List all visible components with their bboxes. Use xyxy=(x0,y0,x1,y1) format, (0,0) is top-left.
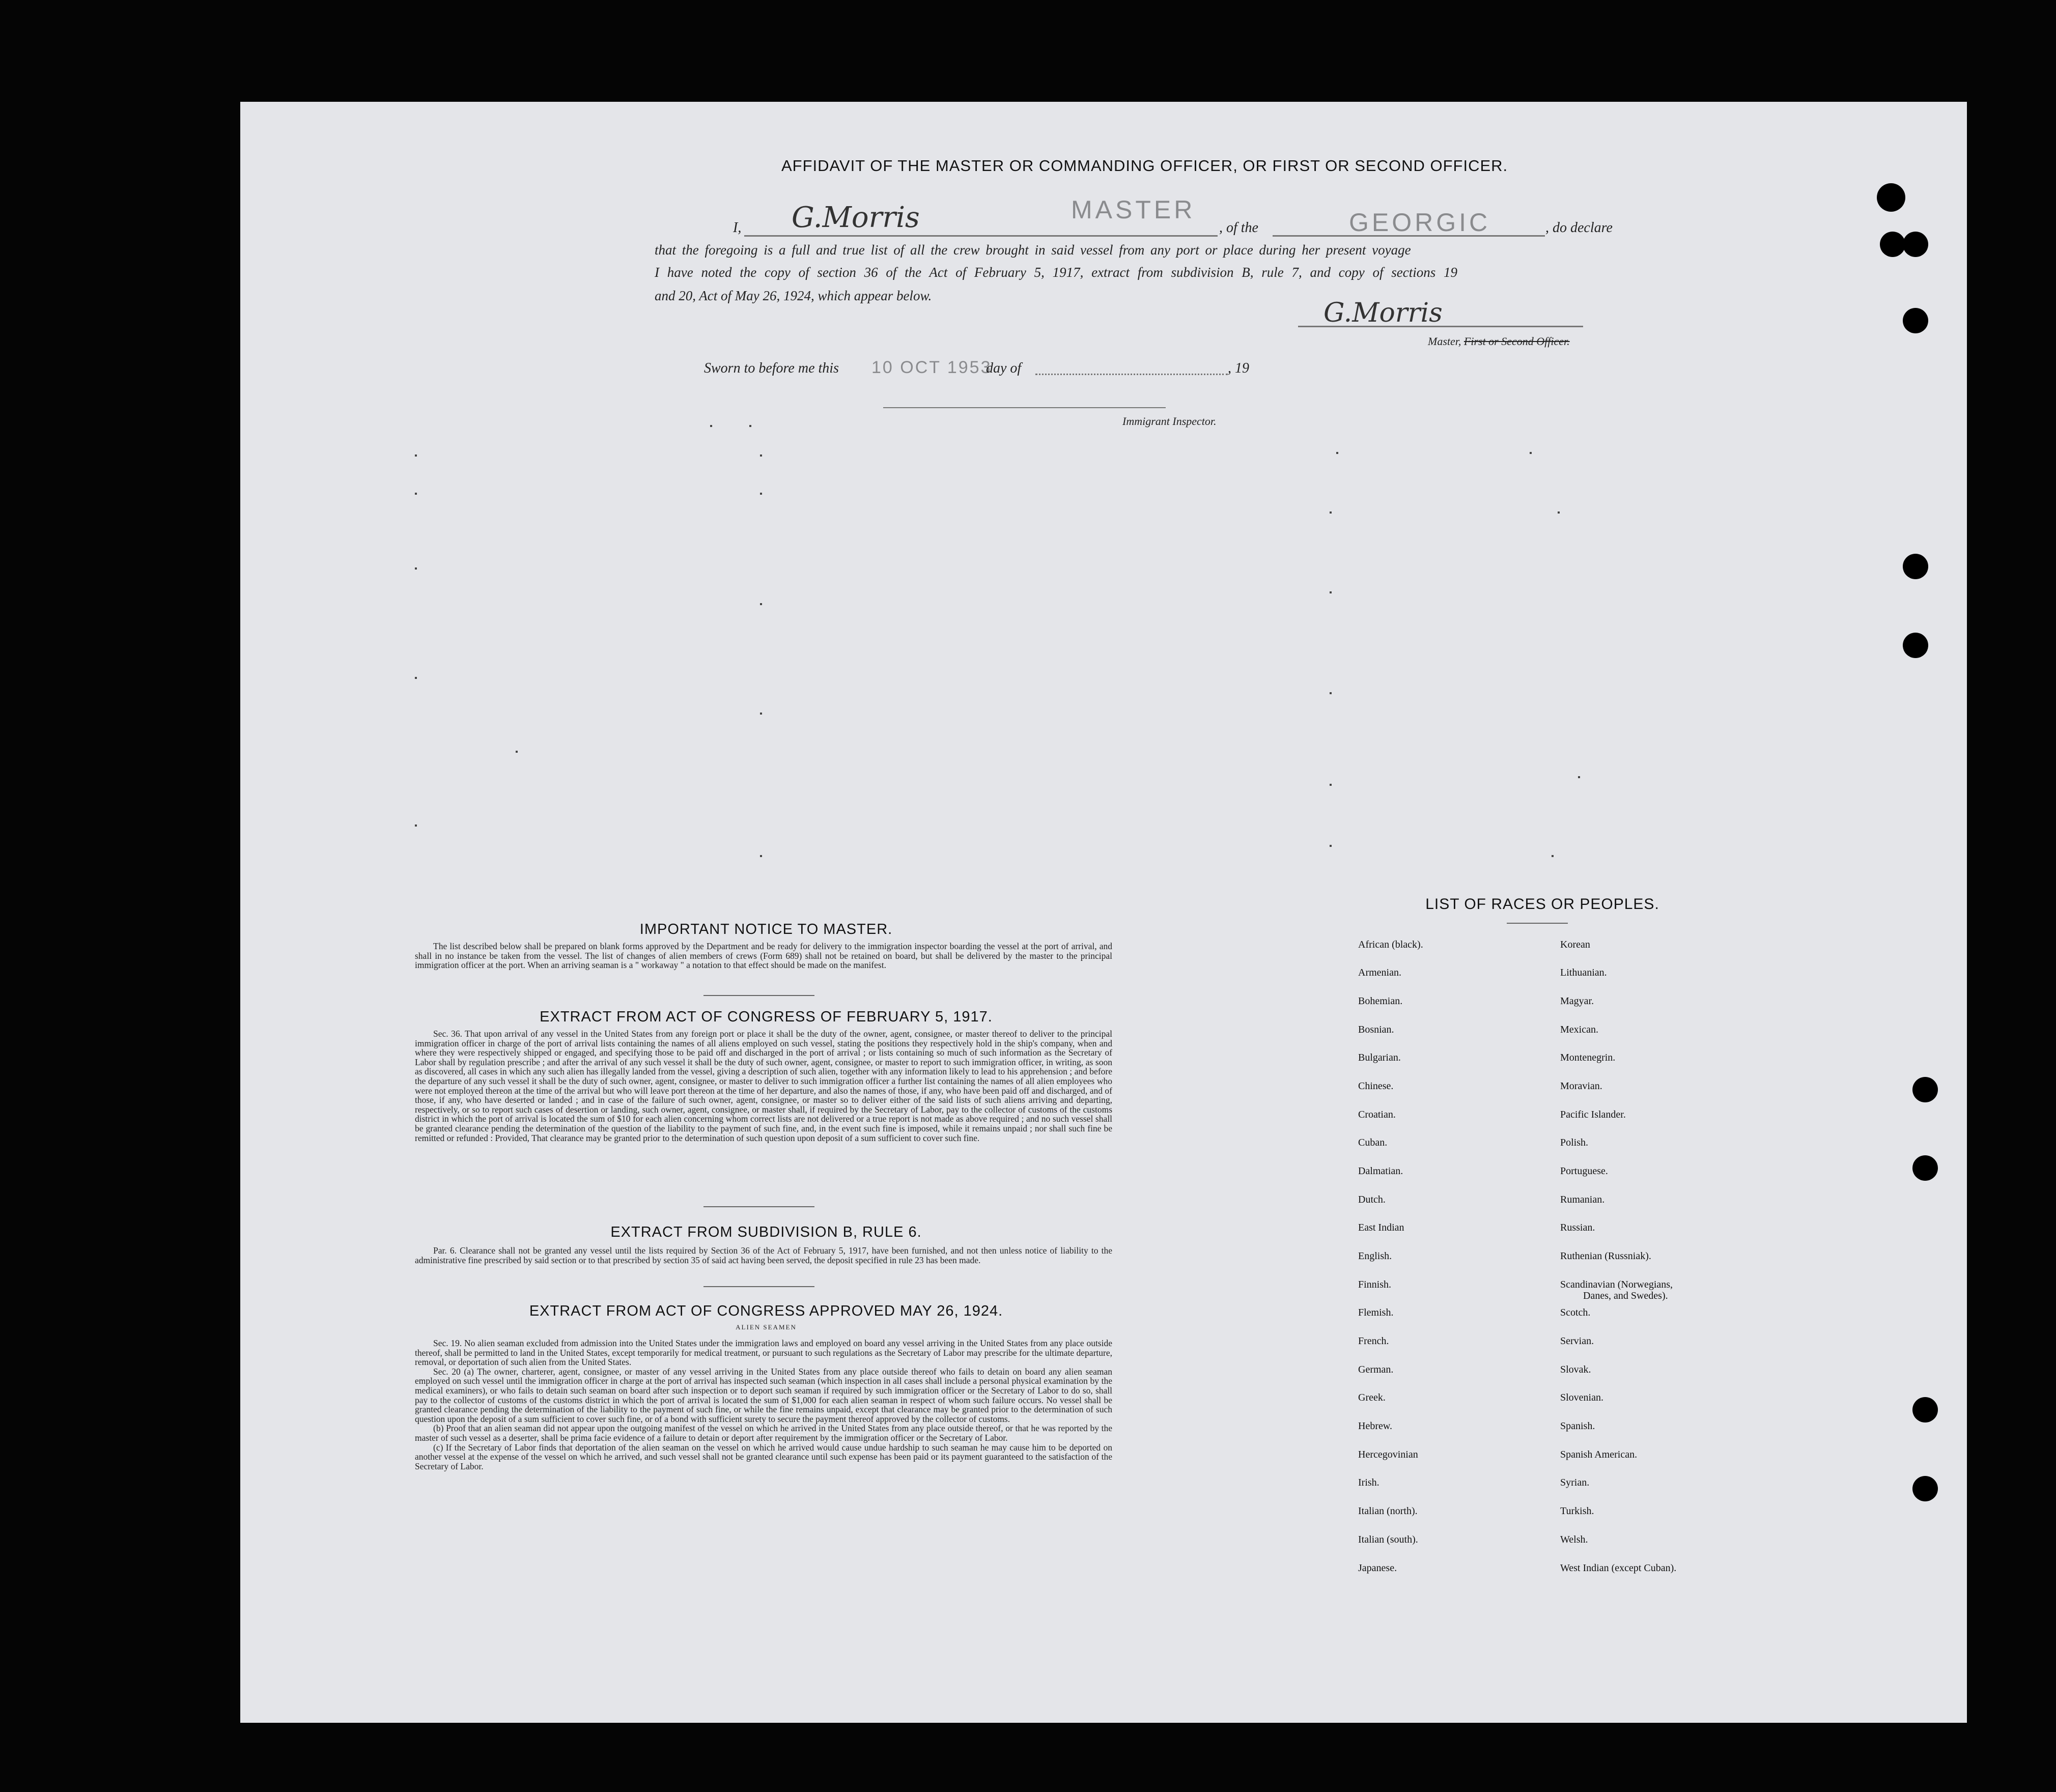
notice-paragraph: The list described below shall be prepared on blank forms approved by the Department and be ready for delivery to the immigration inspector boarding the vessel at the port of arrival, and shall in no instance be taken from the vessel. The list of changes of alien members of crews (Form 689) shall not be retained on board, but shall be delivered by the master to the principal immigration officer at the port. When an arriving seaman is a " workaway " a notation to that effect should be made on the manifest. xyxy=(415,941,1112,971)
vessel-stamp: GEORGIC xyxy=(1349,208,1491,237)
race-item: Hebrew. xyxy=(1358,1420,1393,1432)
punch-hole xyxy=(1903,554,1928,579)
race-item: Finnish. xyxy=(1358,1279,1392,1290)
race-item: West Indian (except Cuban). xyxy=(1560,1562,1677,1574)
speck xyxy=(415,824,417,827)
speck xyxy=(1336,452,1338,454)
year-label: , 19 xyxy=(1228,360,1249,376)
race-item: Chinese. xyxy=(1358,1080,1394,1092)
race-item: Slovak. xyxy=(1560,1364,1591,1375)
race-item: Ruthenian (Russniak). xyxy=(1560,1250,1651,1262)
race-item: Syrian. xyxy=(1560,1477,1590,1488)
do-declare-label: , do declare xyxy=(1545,220,1613,236)
race-item: Croatian. xyxy=(1358,1109,1396,1120)
punch-hole xyxy=(1912,1476,1938,1501)
master-signature: G.Morris xyxy=(792,201,920,234)
race-item: Bosnian. xyxy=(1358,1024,1394,1035)
race-item-continuation: Danes, and Swedes). xyxy=(1583,1290,1668,1301)
race-item: Dalmatian. xyxy=(1358,1165,1403,1177)
race-item: Scotch. xyxy=(1560,1307,1591,1318)
race-item: Rumanian. xyxy=(1560,1194,1605,1205)
section-20a-paragraph: Sec. 20 (a) The owner, charterer, agent, consignee, or master of any vessel arriving in the United States from any place outside thereof who fails to detain on board any alien seaman employed on such vessel until the immigration officer in charge at the port of arrival has inspected such seaman (which inspection in all cases shall include a personal physical examination by the medical examiners), or who fails to detain such seaman on board after such inspection or to deport such seaman if required by such immigration officer or the Secretary of Labor to do so, shall pay to the collector of customs of the customs district in which the port of arrival is located the sum of $1,000 for each alien seaman in respect of whom such failure occurs. No vessel shall be granted clearance pending the determination of the liability to the payment of such fine, or while the fine remains unpaid, except that clearance may be granted prior to the determination of such question upon the deposit of a sum sufficient to cover such fine, or of a bond with sufficient surety to secure the payment thereof approved by the collector of customs. xyxy=(415,1366,1112,1424)
i-label: I, xyxy=(733,220,742,236)
speck xyxy=(415,567,417,570)
extract-1917-text xyxy=(415,1029,1112,1143)
punch-hole xyxy=(1877,183,1905,212)
section-20b-paragraph: (b) Proof that an alien seaman did not appear upon the outgoing manifest of the vessel on which he arrived in the United States from any place outside thereof, or that he was reported by the master of such vessel as a deserter, shall be prima facie evidence of a failure to detain or deport after requirement by the immigration officer or the Secretary of Labor. xyxy=(415,1423,1112,1443)
subdivision-text xyxy=(415,1246,1112,1265)
race-item: French. xyxy=(1358,1335,1389,1347)
race-item: Cuban. xyxy=(1358,1137,1388,1148)
race-item: African (black). xyxy=(1358,939,1423,950)
alien-seamen-subheading: ALIEN SEAMEN xyxy=(736,1323,797,1331)
section-36-paragraph: Sec. 36. That upon arrival of any vessel in the United States from any foreign port or place it shall be the duty of the owner, agent, consignee, or master thereof to deliver to the principal immigration officer in charge of the port of arrival lists containing the names of all aliens employed on such vessel, stating the positions they respectively hold in the ship's company, when and where they were respectively shipped or engaged, and specifying those to be paid off and discharged in the port of arrival ; or lists containing so much of such information as the Secretary of Labor shall by regulation prescribe ; and after the arrival of any such vessel it shall be the duty of such owner, agent, consignee, or master to report to such immigration officer, in writing, as soon as discovered, all cases in which any such alien has illegally landed from the vessel, giving a description of such alien, together with any information likely to lead to his apprehension ; and before the departure of any such vessel it shall be the duty of such owner, agent, consignee, or master to deliver to such immigration officer a further list containing the names of all alien employees who were not employed thereon at the time of the arrival but who will leave port thereon at the time of her departure, and also the names of those, if any, who have been paid off and discharged, and of those, if any, who have deserted or landed ; and in case of the failure of such owner, agent, consignee, or master so to deliver either of the said lists of such aliens arriving and departing, respectively, or so to report such cases of desertion or landing, such owner, agent, consignee, or master shall, if required by the Secretary of Labor, pay to the collector of customs of the customs district in which the port of arrival is located the sum of $10 for each alien concerning whom correct lists are not delivered or a true report is not made as above required ; and no such vessel shall be granted clearance pending the determination of the question of the liability to the payment of such fine, and, in the event such fine is imposed, while it remains unpaid ; nor shall such fine be remitted or refunded : Provided, That clearance may be granted prior to the determination of such question upon deposit of a sum sufficient to cover such fine. xyxy=(415,1029,1112,1143)
race-item: Scandinavian (Norwegians, xyxy=(1560,1279,1673,1290)
race-item: Italian (south). xyxy=(1358,1534,1418,1545)
month-line xyxy=(1035,374,1228,375)
punch-hole xyxy=(1903,633,1928,658)
race-item: Bohemian. xyxy=(1358,995,1403,1007)
race-item: Russian. xyxy=(1560,1222,1595,1233)
speck xyxy=(1530,452,1532,454)
race-item: Lithuanian. xyxy=(1560,967,1607,978)
notice-heading: IMPORTANT NOTICE TO MASTER. xyxy=(639,921,893,937)
punch-hole xyxy=(1880,232,1905,257)
divider xyxy=(703,1286,814,1287)
divider xyxy=(703,995,814,996)
sworn-label: Sworn to before me this xyxy=(704,360,839,376)
date-stamp: 10 OCT 1953 xyxy=(871,358,992,377)
race-item: Magyar. xyxy=(1560,995,1594,1007)
race-item: Bulgarian. xyxy=(1358,1052,1401,1063)
affidavit-body-line2: I have noted the copy of section 36 of the Act of February 5, 1917, extract from subdivision B, rule 7, and copy of sections 19 xyxy=(655,265,1457,280)
speck xyxy=(760,603,762,605)
speck xyxy=(710,425,712,427)
race-item: Slovenian. xyxy=(1560,1392,1603,1403)
speck xyxy=(1330,784,1332,786)
speck xyxy=(1330,511,1332,514)
extract-1917-heading: EXTRACT FROM ACT OF CONGRESS OF FEBRUARY 5, 1917. xyxy=(540,1009,993,1025)
speck xyxy=(1558,511,1560,514)
subdivision-heading: EXTRACT FROM SUBDIVISION B, RULE 6. xyxy=(610,1224,922,1240)
speck xyxy=(1330,591,1332,593)
section-19-paragraph: Sec. 19. No alien seaman excluded from admission into the United States under the immigration laws and employed on board any vessel arriving in the United States from any place outside thereof, shall be permitted to land in the United States, except temporarily for medical treatment, or pursuant to such regulations as the Secretary of Labor may prescribe for the ultimate departure, removal, or deportation of such alien from the United States. xyxy=(415,1338,1112,1368)
punch-hole xyxy=(1903,232,1928,257)
affidavit-title: AFFIDAVIT OF THE MASTER OR COMMANDING OFFICER, OR FIRST OR SECOND OFFICER. xyxy=(781,157,1508,175)
signer-title-master: Master, xyxy=(1428,335,1461,348)
speck xyxy=(1552,855,1554,857)
speck xyxy=(1330,845,1332,847)
speck xyxy=(415,677,417,679)
extract-1924-heading: EXTRACT FROM ACT OF CONGRESS APPROVED MAY 26, 1924. xyxy=(529,1303,1003,1319)
signer-title-struck: First or Second Officer. xyxy=(1463,335,1570,348)
race-item: English. xyxy=(1358,1250,1392,1262)
race-item: Polish. xyxy=(1560,1137,1589,1148)
race-item: Dutch. xyxy=(1358,1194,1386,1205)
race-item: Welsh. xyxy=(1560,1534,1588,1545)
extract-1924-text xyxy=(415,1339,1112,1471)
race-item: Japanese. xyxy=(1358,1562,1397,1574)
document-page xyxy=(240,102,1967,1723)
race-item: Mexican. xyxy=(1560,1024,1598,1035)
race-item: Italian (north). xyxy=(1358,1505,1418,1517)
race-item: East Indian xyxy=(1358,1222,1404,1233)
race-item: Korean xyxy=(1560,939,1590,950)
speck xyxy=(415,493,417,495)
speck xyxy=(749,425,751,427)
races-heading: LIST OF RACES OR PEOPLES. xyxy=(1425,896,1659,913)
speck xyxy=(1330,692,1332,694)
race-item: Armenian. xyxy=(1358,967,1401,978)
race-item: Spanish American. xyxy=(1560,1449,1638,1460)
inspector-line xyxy=(883,407,1166,408)
signature-line xyxy=(1298,326,1583,327)
speck xyxy=(415,454,417,457)
section-20c-paragraph: (c) If the Secretary of Labor finds that deportation of the alien seaman on the vessel on which he arrived would cause undue hardship to such seaman he may cause him to be deported on another vessel at the expense of the vessel on which he arrived, and such vessel shall not be granted clearance until such expense has been paid or its payment guaranteed to the satisfaction of the Secretary of Labor. xyxy=(415,1442,1112,1471)
race-item: German. xyxy=(1358,1364,1394,1375)
race-item: Hercegovinian xyxy=(1358,1449,1418,1460)
of-the-label: , of the xyxy=(1219,220,1258,236)
race-item: Irish. xyxy=(1358,1477,1379,1488)
speck xyxy=(1578,776,1580,778)
officer-signature: G.Morris xyxy=(1323,298,1443,328)
speck xyxy=(760,493,762,495)
race-item: Montenegrin. xyxy=(1560,1052,1616,1063)
paragraph-6: Par. 6. Clearance shall not be granted any vessel until the lists required by Section 36 of the Act of February 5, 1917, have been furnished, and not then unless notice of liability to the administrative fine prescribed by said section or to that prescribed by section 35 of said act having been served, the deposit specified in rule 23 has been made. xyxy=(415,1245,1112,1265)
race-item: Turkish. xyxy=(1560,1505,1594,1517)
punch-hole xyxy=(1912,1155,1938,1181)
affidavit-body-line1: that the foregoing is a full and true list of all the crew brought in said vessel from any port or place during her present voyage xyxy=(655,242,1411,258)
rank-stamp: MASTER xyxy=(1071,195,1196,224)
punch-hole xyxy=(1912,1397,1938,1423)
day-of-label: day of xyxy=(986,360,1022,376)
notice-text xyxy=(415,942,1112,970)
affidavit-body-line3: and 20, Act of May 26, 1924, which appear below. xyxy=(655,288,932,303)
inspector-label: Immigrant Inspector. xyxy=(1122,415,1217,428)
race-item: Spanish. xyxy=(1560,1420,1595,1432)
race-item: Portuguese. xyxy=(1560,1165,1608,1177)
race-item: Flemish. xyxy=(1358,1307,1394,1318)
punch-hole xyxy=(1912,1077,1938,1102)
race-item: Greek. xyxy=(1358,1392,1386,1403)
speck xyxy=(760,454,762,457)
signer-title xyxy=(1428,335,1570,348)
race-item: Servian. xyxy=(1560,1335,1594,1347)
name-line xyxy=(744,235,1218,237)
punch-hole xyxy=(1903,308,1928,333)
speck xyxy=(760,855,762,857)
divider xyxy=(703,1206,814,1207)
speck xyxy=(516,751,518,753)
divider xyxy=(1507,923,1568,924)
race-item: Moravian. xyxy=(1560,1080,1602,1092)
speck xyxy=(760,713,762,715)
race-item: Pacific Islander. xyxy=(1560,1109,1626,1120)
